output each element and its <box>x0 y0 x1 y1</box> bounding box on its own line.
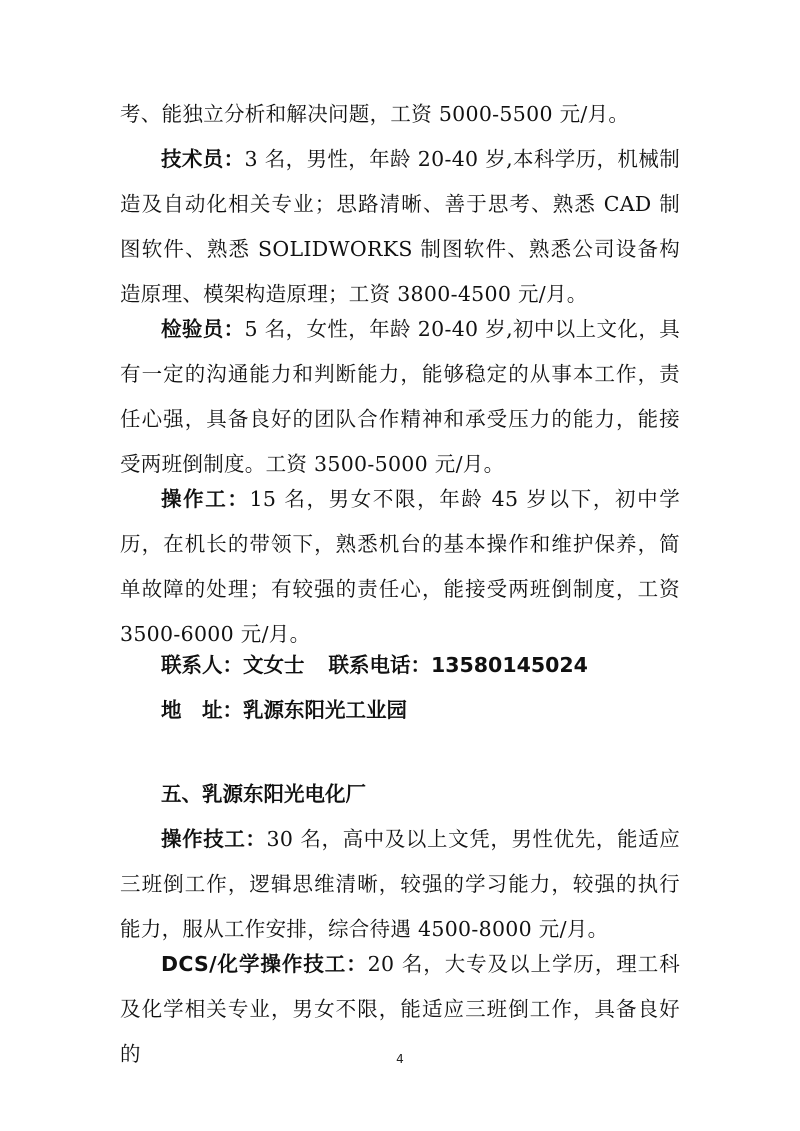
section-five-title: 五、乳源东阳光电化厂 <box>161 782 366 806</box>
position-operator <box>120 477 680 657</box>
position-text: 30 名，高中及以上文凭，男性优先，能适应三班倒工作，逻辑思维清晰，较强的学习能力，较强的执行能力，服从工作安排，综合待遇 4500-8000 元/月。 <box>120 827 680 941</box>
position-title: 操作工： <box>161 487 250 511</box>
contact-phone: 13580145024 <box>431 653 588 677</box>
position-title: 检验员： <box>161 317 245 341</box>
position-text: 15 名，男女不限，年龄 45 岁以下，初中学历，在机长的带领下，熟悉机台的基本操作和维护保养，简单故障的处理；有较强的责任心，能接受两班倒制度，工资 3500-6000 元/月。 <box>120 487 681 646</box>
position-text: 3 名，男性，年龄 20-40 岁,本科学历，机械制造及自动化相关专业；思路清晰、善于思考、熟悉 CAD 制图软件、熟悉 SOLIDWORKS 制图软件、熟悉公司设备构造原理、模架构造原理；工资 3800-4500 元/月。 <box>120 147 680 306</box>
contact-person: 文女士 <box>243 653 305 677</box>
position-skilled-operator <box>120 817 680 952</box>
position-title: 技术员： <box>161 147 245 171</box>
address-line <box>161 688 407 733</box>
contact-person-label: 联系人： <box>161 653 243 677</box>
position-title: DCS/化学操作技工： <box>161 952 368 976</box>
contact-line <box>161 643 588 688</box>
position-text: 20 名，大专及以上学历，理工科及化学相关专业，男女不限，能适应三班倒工作，具备良好的 <box>120 952 680 1066</box>
position-inspector <box>120 307 680 487</box>
page-number: 4 <box>396 1052 404 1066</box>
position-title: 操作技工： <box>161 827 267 851</box>
address-value: 乳源东阳光工业园 <box>243 698 407 722</box>
contact-phone-label: 联系电话： <box>328 653 431 677</box>
intro-line: 考、能独立分析和解决问题，工资 5000-5500 元/月。 <box>120 102 630 126</box>
address-label: 地 址： <box>161 698 243 722</box>
position-text: 5 名，女性，年龄 20-40 岁,初中以上文化，具有一定的沟通能力和判断能力，能够稳定的从事本工作，责任心强，具备良好的团队合作精神和承受压力的能力，能接受两班倒制度。工资 3500-5000 元/月。 <box>120 317 680 476</box>
position-technician <box>120 137 680 317</box>
